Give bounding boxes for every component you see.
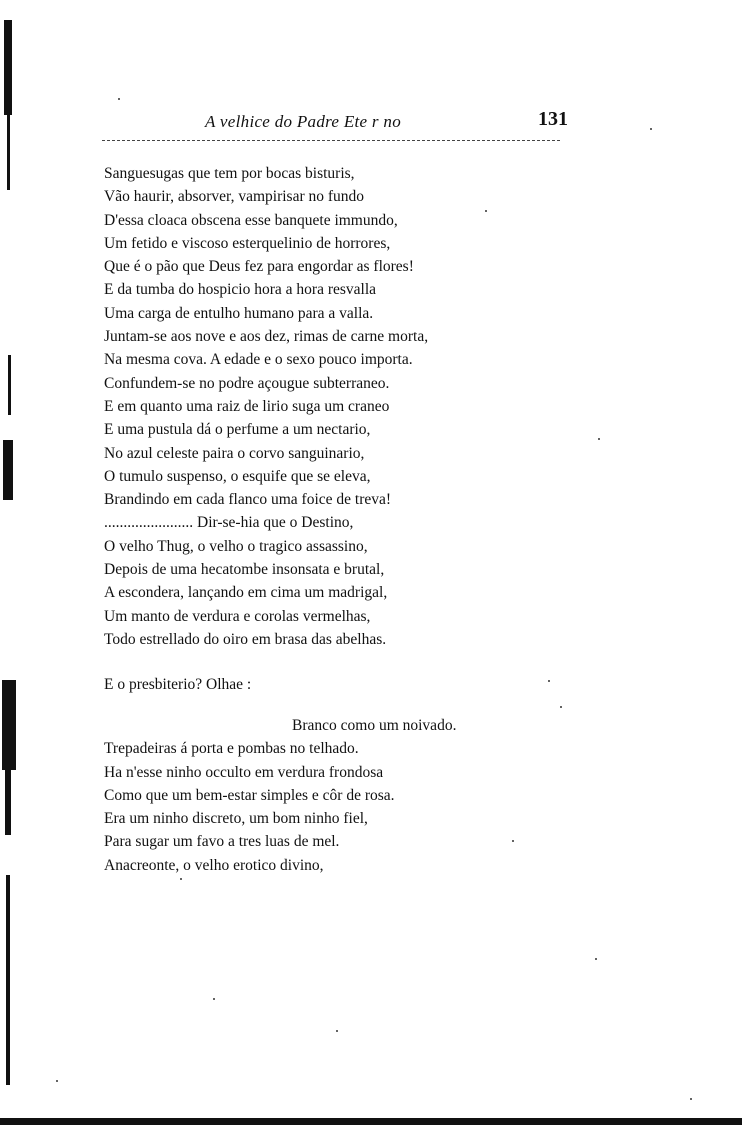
scan-speck	[560, 706, 562, 708]
verse-line: ....................... Dir-se-hia que o Destino,	[104, 514, 354, 532]
verse-line: Depois de uma hecatombe insonsata e brutal,	[104, 561, 385, 579]
verse-line: Brandindo em cada flanco uma foice de treva!	[104, 491, 392, 509]
scan-speck	[690, 1098, 692, 1100]
verse-line: Um fetido e viscoso esterquelinio de horrores,	[104, 234, 391, 252]
verse-line: E em quanto uma raiz de lirio suga um craneo	[104, 397, 390, 415]
scan-speck	[213, 998, 215, 1000]
scan-speck	[595, 958, 597, 960]
verse-line: Um manto de verdura e corolas vermelhas,	[104, 607, 371, 625]
binding-edge-mark	[4, 20, 12, 115]
scan-speck	[598, 438, 600, 440]
scan-speck	[180, 878, 182, 880]
verse-line: Todo estrellado do oiro em brasa das abelhas.	[104, 630, 387, 648]
scan-speck	[548, 680, 550, 682]
poem-stanza-1	[104, 162, 428, 651]
verse-line: A escondera, lançando em cima um madrigal,	[104, 584, 388, 602]
scan-speck	[485, 210, 487, 212]
verse-line: Para sugar um favo a tres luas de mel.	[104, 833, 340, 851]
verse-line: Era um ninho discreto, um bom ninho fiel,	[104, 810, 368, 828]
verse-line: O velho Thug, o velho o tragico assassino,	[104, 537, 368, 555]
verse-line: Uma carga de entulho humano para a valla.	[104, 304, 374, 322]
verse-line: E uma pustula dá o perfume a um nectario,	[104, 421, 371, 439]
scan-speck	[512, 840, 514, 842]
running-header-title: A velhice do Padre Ete r no	[205, 112, 401, 131]
verse-line: Juntam-se aos nove e aos dez, rimas de carne morta,	[104, 328, 429, 346]
page-number: 131	[538, 108, 568, 130]
verse-line: Anacreonte, o velho erotico divino,	[104, 856, 324, 874]
binding-edge-mark	[8, 355, 11, 415]
verse-line: O tumulo suspenso, o esquife que se eleva,	[104, 467, 371, 485]
verse-line: Trepadeiras á porta e pombas no telhado.	[104, 740, 359, 758]
verse-line: Na mesma cova. A edade e o sexo pouco importa.	[104, 351, 413, 369]
page-bottom-edge	[0, 1118, 742, 1125]
verse-line: E da tumba do hospicio hora a hora resvalla	[104, 281, 377, 299]
scan-speck	[56, 1080, 58, 1082]
poem-stanza-3	[104, 714, 456, 877]
verse-line: Sanguesugas que tem por bocas bisturis,	[104, 165, 355, 182]
verse-line: Ha n'esse ninho occulto em verdura frondosa	[104, 763, 384, 781]
verse-line: Branco como um noivado.	[292, 717, 457, 734]
verse-line: Confundem-se no podre açougue subterraneo.	[104, 374, 390, 392]
verse-line: Que é o pão que Deus fez para engordar as flores!	[104, 258, 414, 276]
binding-edge-mark	[3, 440, 13, 500]
header-rule	[102, 140, 560, 141]
verse-line: Como que um bem-estar simples e côr de rosa.	[104, 786, 395, 804]
binding-edge-mark	[2, 680, 16, 770]
binding-edge-mark	[7, 115, 10, 190]
verse-line: Vão haurir, absorver, vampirisar no fundo	[104, 188, 365, 206]
binding-edge-mark	[6, 875, 10, 1085]
scan-speck	[650, 128, 652, 130]
poem-stanza-2	[104, 673, 251, 696]
binding-edge-mark	[5, 770, 11, 835]
scan-speck	[118, 98, 120, 100]
scan-speck	[336, 1030, 338, 1032]
verse-line: D'essa cloaca obscena esse banquete immundo,	[104, 211, 398, 229]
verse-line: E o presbiterio? Olhae :	[104, 676, 252, 693]
verse-line: No azul celeste paira o corvo sanguinario,	[104, 444, 365, 462]
